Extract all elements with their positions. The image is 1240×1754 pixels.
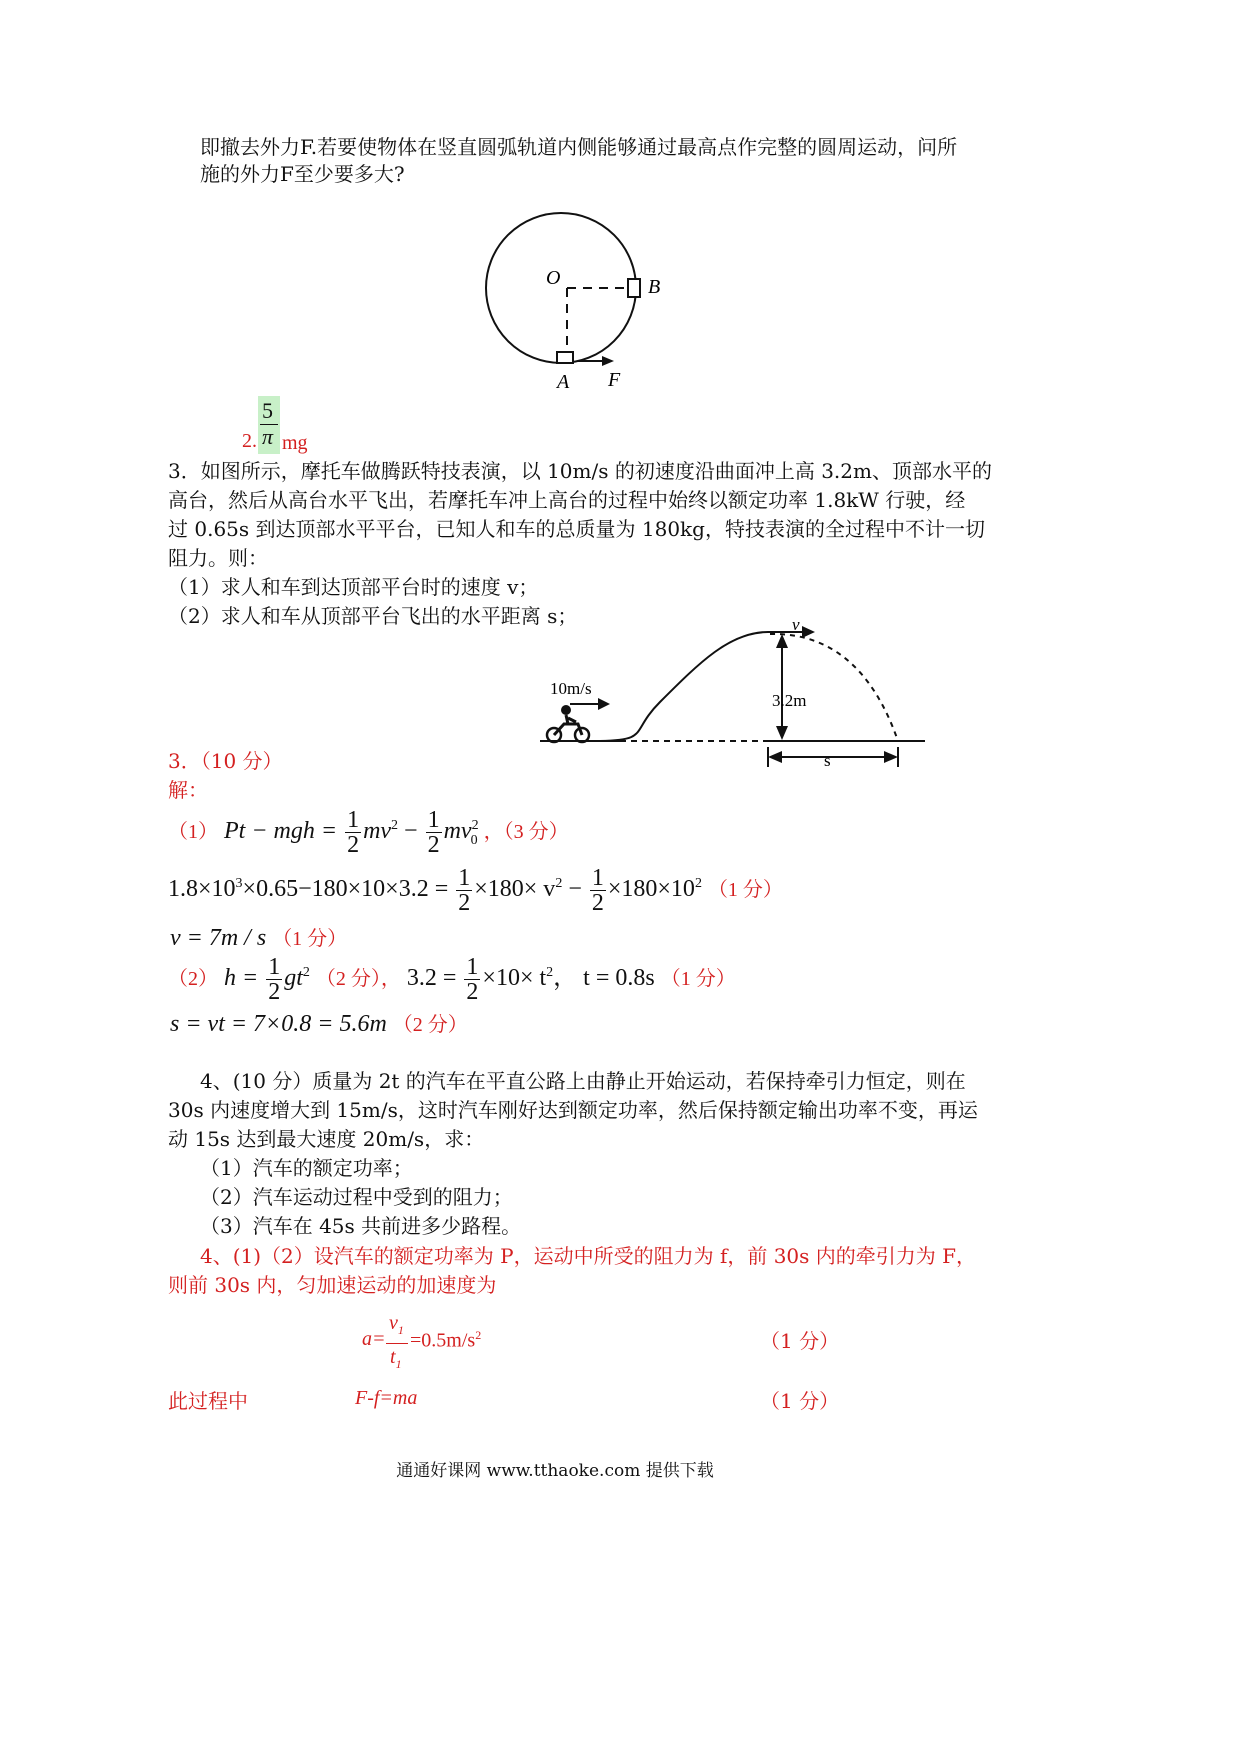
sol3-eq2: $1.8\times 10^3\times 0.65-180\times 10\times 3.2$ = $\frac{1}{2}$ $\times 180\times v^2$ − $\frac{1}{2}$ $\times 180\times 10^2$ （1 分） bbox=[168, 865, 783, 916]
q3-line-2: 高台，然后从高台水平飞出，若摩托车冲上高台的过程中始终以额定功率 1.8kW 行驶，经 bbox=[168, 488, 966, 512]
q3-line-3: 过 0.65s 到达顶部水平平台，已知人和车的总质量为 180kg，特技表演的全过程中不计一切 bbox=[168, 517, 985, 541]
sol3-eq5: s = vt = 7×0.8 = 5.6m （2 分） bbox=[170, 1011, 468, 1037]
answer-2-numerator: 5 bbox=[262, 398, 273, 423]
sol3-jie: 解： bbox=[168, 778, 208, 802]
q3-part-1: （1）求人和车到达顶部平台时的速度 v； bbox=[168, 575, 539, 599]
sol3-eq4: （2） h = $\frac{1}{2}$ $gt^2$ （2 分）， 3.2 = $\frac{1}{2}$ $\times 10\times t^2$， t = 0.8s （1 分） bbox=[168, 954, 736, 1005]
q3-part-2: （2）求人和车从顶部平台飞出的水平距离 s； bbox=[168, 604, 578, 628]
sol4-a-numerator: $v_1$ bbox=[389, 1312, 404, 1337]
q4-line-2: 30s 内速度增大到 15m/s，这时汽车刚好达到额定功率，然后保持额定输出功率不变，再运 bbox=[168, 1098, 978, 1122]
q3-line-1: 3．如图所示，摩托车做腾跃特技表演，以 10m/s 的初速度沿曲面冲上高 3.2m、顶部水平的 bbox=[168, 459, 992, 483]
q4-sub-1: （1）汽车的额定功率； bbox=[200, 1156, 413, 1180]
circle-diagram bbox=[480, 206, 660, 396]
distance-label: s bbox=[824, 751, 831, 770]
label-a: A bbox=[557, 371, 570, 393]
intro-line-1: 即撤去外力F.若要使物体在竖直圆弧轨道内侧能够通过最高点作完整的圆周运动，问所 bbox=[200, 135, 958, 159]
initial-speed-label: 10m/s bbox=[550, 679, 592, 698]
motorcycle-jump-diagram bbox=[530, 612, 930, 772]
q4-sub-3: （3）汽车在 45s 共前进多少路程。 bbox=[200, 1214, 522, 1238]
sol4-line-2: 则前 30s 内，匀加速运动的加速度为 bbox=[168, 1273, 497, 1297]
sol3-heading: 3．（10 分） bbox=[168, 749, 283, 773]
sol4-process-label: 此过程中 bbox=[168, 1389, 248, 1413]
answer-2-prefix: 2. bbox=[242, 430, 257, 452]
sol4-a-lhs: a= bbox=[362, 1328, 386, 1350]
label-b: B bbox=[648, 276, 660, 298]
motorcycle-icon bbox=[547, 705, 589, 742]
sol4-force-score: （1 分） bbox=[760, 1389, 840, 1413]
answer-2-suffix: mg bbox=[282, 432, 308, 454]
sol4-force-equation: F-f=ma bbox=[355, 1387, 418, 1409]
q4-sub-2: （2）汽车运动过程中受到的阻力； bbox=[200, 1185, 513, 1209]
sol4-a-denominator: $t_1$ bbox=[390, 1346, 402, 1371]
q4-line-3: 动 15s 达到最大速度 20m/s，求： bbox=[168, 1127, 485, 1151]
velocity-label: v bbox=[792, 615, 800, 634]
sol4-a-score: （1 分） bbox=[760, 1329, 840, 1353]
sol4-a-fraction-bar bbox=[386, 1343, 408, 1344]
sol3-eq3: v = 7m / s （1 分） bbox=[170, 925, 348, 951]
page-footer: 通通好课网 www.tthaoke.com 提供下载 bbox=[396, 1461, 714, 1481]
q4-line-1: 4、(10 分）质量为 2t 的汽车在平直公路上由静止开始运动，若保持牵引力恒定，则在 bbox=[200, 1069, 966, 1093]
answer-2-denominator: π bbox=[262, 424, 274, 449]
sol3-eq1: （1） Pt − mgh = $\frac{1}{2}$ $mv^2$ − $\frac{1}{2}$ $mv^2_0$ ，（3 分） bbox=[168, 807, 569, 858]
sol4-line-1: 4、(1)（2）设汽车的额定功率为 P，运动中所受的阻力为 f，前 30s 内的牵引力为 F， bbox=[200, 1244, 977, 1268]
sol4-a-rhs: $=0.5m/s^2$ bbox=[410, 1328, 482, 1352]
intro-line-2: 施的外力F至少要多大? bbox=[200, 162, 405, 186]
label-f: F bbox=[608, 369, 621, 391]
height-label: 3.2m bbox=[772, 691, 807, 710]
label-o: O bbox=[546, 267, 561, 289]
q3-line-4: 阻力。则： bbox=[168, 546, 268, 570]
